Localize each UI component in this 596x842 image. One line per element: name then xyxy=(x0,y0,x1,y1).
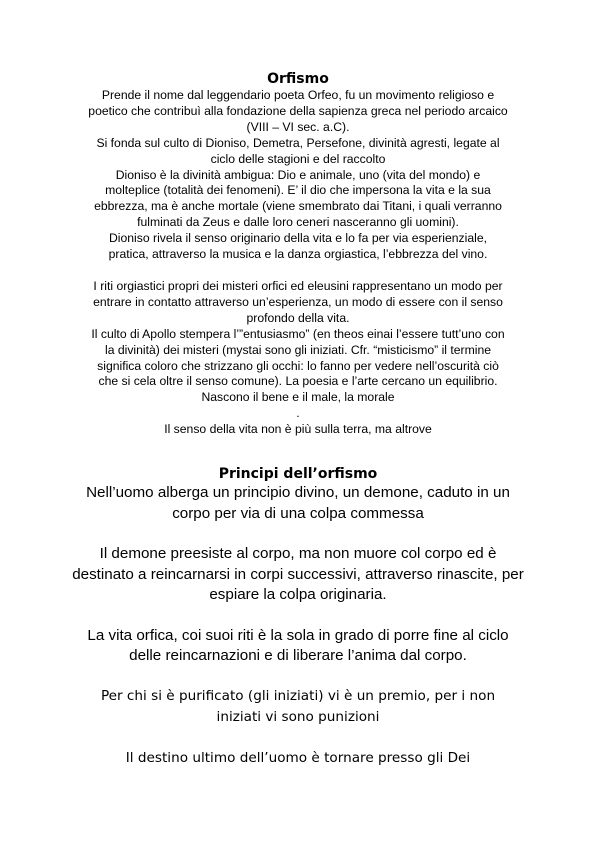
text-line: Il culto di Apollo stempera l’”entusiasmo” (en theos einai l’essere tutt’uno con xyxy=(91,326,505,341)
text-line: fulminati da Zeus e dalle loro ceneri nasceranno gli uomini). xyxy=(137,215,459,230)
paragraph-gap xyxy=(52,263,544,279)
text-line: profondo della vita. xyxy=(246,310,350,325)
text-line: I riti orgiastici propri dei misteri orfici ed eleusini rappresentano un modo per xyxy=(93,278,503,293)
section-title-orfismo: Orfismo xyxy=(267,71,329,87)
text-line: Nell’uomo alberga un principio divino, un demone, caduto in un xyxy=(86,484,510,502)
document-page xyxy=(52,70,544,769)
text-line: che si cela oltre il senso comune). La poesia e l’arte cercano un equilibrio. xyxy=(98,374,498,389)
text-line: la divinità) dei misteri (mystai sono gli iniziati. Cfr. “misticismo” il termine xyxy=(104,342,492,357)
paragraph-premio xyxy=(52,686,544,728)
paragraph-vita-orfica xyxy=(52,626,544,667)
text-line: entrare in contatto attraverso un’esperienza, un modo di essere con il senso xyxy=(93,294,503,309)
text-line: La vita orfica, coi suoi riti è la sola in grado di porre fine al ciclo xyxy=(87,626,509,644)
paragraph-demone xyxy=(52,544,544,606)
text-line: iniziati vi sono punizioni xyxy=(216,708,380,725)
text-line: ebbrezza, ma è anche mortale (viene smembrato dai Titani, i quali verranno xyxy=(94,199,502,214)
section-title-principi: Principi dell’orfismo xyxy=(218,466,378,483)
text-line: significa coloro che strizzano gli occhi: lo fanno per vedere nell’oscurità ciò xyxy=(97,358,499,373)
text-line: Si fonda sul culto di Dioniso, Demetra, Persefone, divinità agresti, legate al xyxy=(96,135,500,150)
text-line: . xyxy=(296,406,300,421)
paragraph-destino xyxy=(52,748,544,769)
text-line: pratica, attraverso la musica e la danza orgiastica, l’ebbrezza del vino. xyxy=(108,247,488,262)
paragraph-intro xyxy=(52,88,544,263)
text-line: Per chi si è purificato (gli iniziati) vi è un premio, per i non xyxy=(100,687,496,704)
text-line: Il senso della vita non è più sulla terra, ma altrove xyxy=(164,422,432,437)
text-line: espiare la colpa originaria. xyxy=(209,586,387,604)
text-line: Dioniso è la divinità ambigua: Dio e animale, uno (vita del mondo) e xyxy=(115,167,481,182)
text-line: molteplice (totalità dei fenomeni). E’ il dio che impersona la vita e la sua xyxy=(105,183,491,198)
text-line: (VIII – VI sec. a.C). xyxy=(246,119,350,134)
text-line: delle reincarnazioni e di liberare l’anima dal corpo. xyxy=(129,647,467,665)
text-line: corpo per via di una colpa commessa xyxy=(172,504,424,522)
paragraph-principio-divino xyxy=(52,483,544,524)
text-line: Prende il nome dal leggendario poeta Orfeo, fu un movimento religioso e xyxy=(101,88,495,102)
text-line: Il demone preesiste al corpo, ma non muore col corpo ed è xyxy=(99,545,497,563)
text-line: Nascono il bene e il male, la morale xyxy=(201,390,395,405)
paragraph-riti xyxy=(52,279,544,438)
text-line: Il destino ultimo dell’uomo è tornare presso gli Dei xyxy=(125,749,471,766)
text-line: destinato a reincarnarsi in corpi successivi, attraverso rinascite, per xyxy=(72,565,524,583)
text-line: Dioniso rivela il senso originario della vita e lo fa per via esperienziale, xyxy=(108,231,487,246)
text-line: poetico che contribuì alla fondazione della sapienza greca nel periodo arcaico xyxy=(88,103,508,118)
text-line: ciclo delle stagioni e del raccolto xyxy=(210,151,386,166)
